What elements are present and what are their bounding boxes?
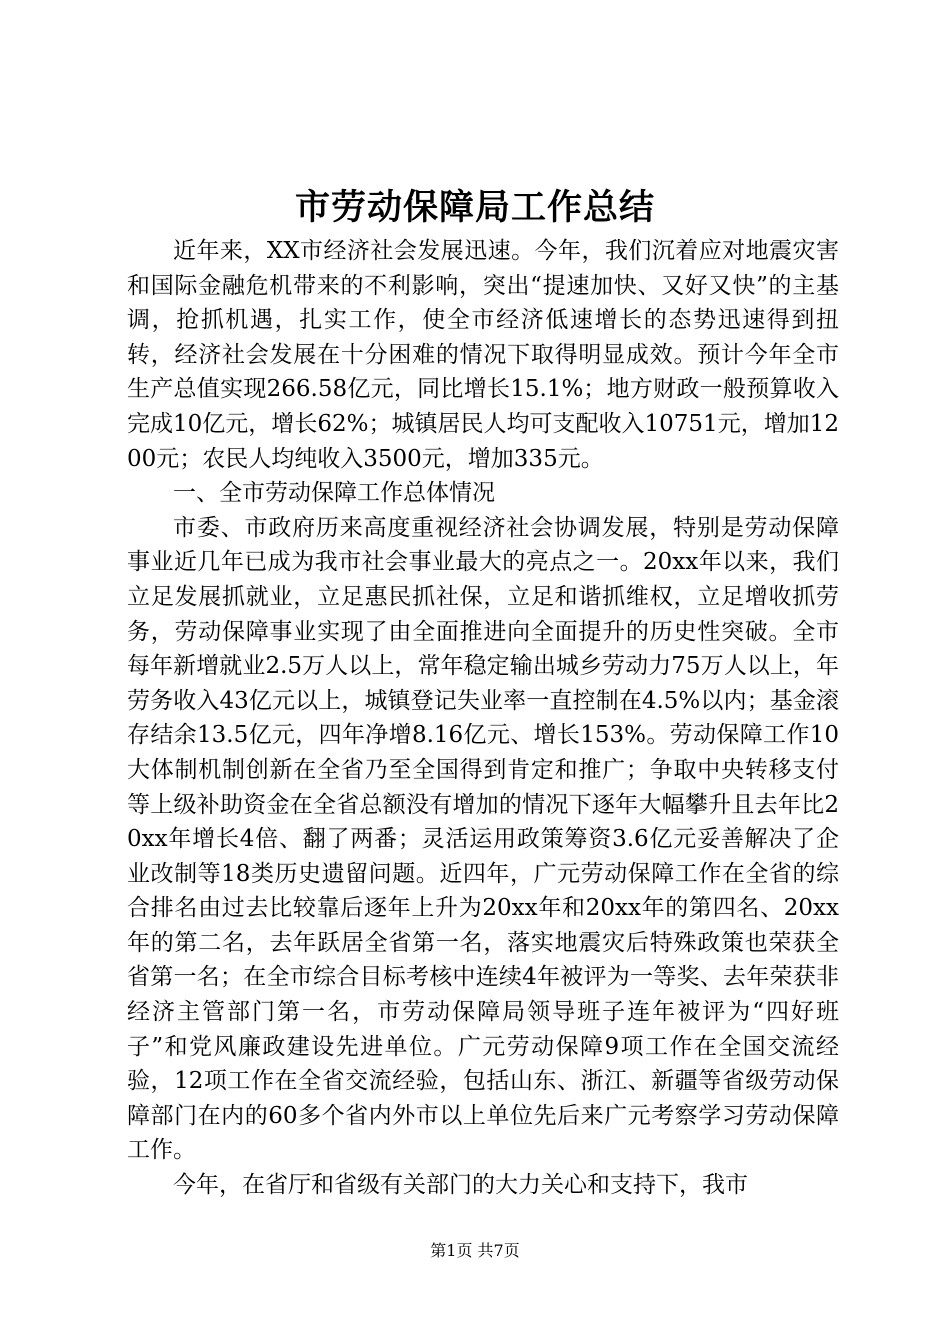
paragraph-this-year: 今年，在省厅和省级有关部门的大力关心和支持下，我市 bbox=[173, 1172, 748, 1199]
page-footer: 第1页 共7页 bbox=[430, 1241, 520, 1260]
document-title: 市劳动保障局工作总结 bbox=[294, 187, 655, 228]
paragraph-overview: 市委、市政府历来高度重视经济社会协调发展，特别是劳动保障事业近几年已成为我市社会事业最大的亮点之一。20xx年以来，我们立足发展抓就业，立足惠民抓社保，立足和谐抓维权，立足增收抓劳务，劳动保障事业实现了由全面推进向全面提升的历史性突破。全市每年新增就业2.5万人以上，常年稳定输出城乡劳动力75万人以上，年劳务收入43亿元以上，城镇登记失业率一直控制在4.5%以内；基金滚存结余13.5亿元，四年净增8.16亿元、增长153%。劳动保障工作10大体制机制创新在全省乃至全国得到肯定和推广；争取中央转移支付等上级补助资金在全省总额没有增加的情况下逐年大幅攀升且去年比20xx年增长4倍、翻了两番；灵活运用政策筹资3.6亿元妥善解决了企业改制等18类历史遗留问题。近四年，广元劳动保障工作在全省的综合排名由过去比较靠后逐年上升为20xx年和20xx年的第四名、20xx年的第二名，去年跃居全省第一名，落实地震灾后特殊政策也荣获全省第一名；在全市综合目标考核中连续4年被评为一等奖、去年荣获非经济主管部门第一名，市劳动保障局领导班子连年被评为“四好班子”和党风廉政建设先进单位。广元劳动保障9项工作在全国交流经验，12项工作在全省交流经验，包括山东、浙江、新疆等省级劳动保障部门在内的60多个省内外市以上单位先后来广元考察学习劳动保障工作。 bbox=[127, 514, 839, 1164]
section-heading: 一、全市劳动保障工作总体情况 bbox=[173, 480, 495, 507]
document-body bbox=[127, 234, 839, 1203]
paragraph-intro: 近年来，XX市经济社会发展迅速。今年，我们沉着应对地震灾害和国际金融危机带来的不利影响，突出“提速加快、又好又快”的主基调，抢抓机遇，扎实工作，使全市经济低速增长的态势迅速得到扭转，经济社会发展在十分困难的情况下取得明显成效。预计今年全市生产总值实现266.58亿元，同比增长15.1%；地方财政一般预算收入完成10亿元，增长62%；城镇居民人均可支配收入10751元，增加1200元；农民人均纯收入3500元，增加335元。 bbox=[127, 238, 839, 472]
